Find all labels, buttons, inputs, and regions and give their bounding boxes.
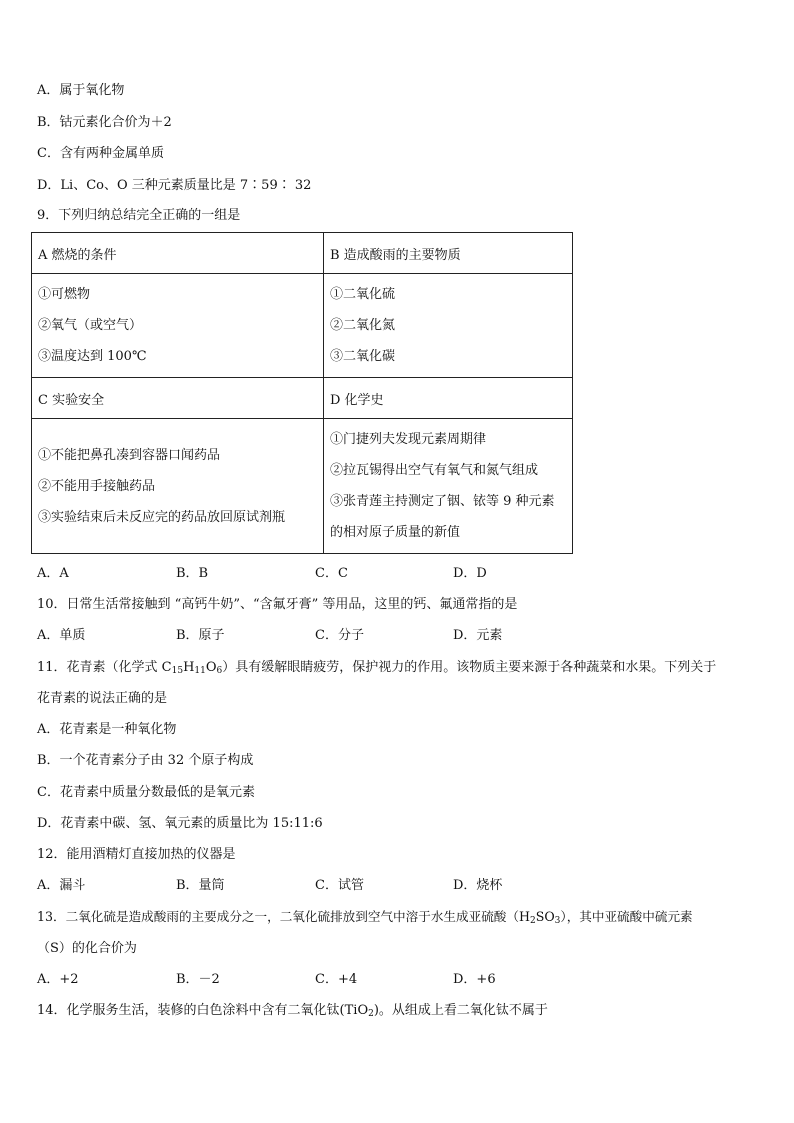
q10-stem: 10．日常生活常接触到 “高钙牛奶”、“含氟牙膏” 等用品，这里的钙、氟通常指的是 <box>37 597 518 612</box>
q13-option-b: B．－2 <box>176 972 220 987</box>
q9-a-item: ②氧气（或空气） <box>38 318 143 333</box>
q13-stem: 13．二氧化硫是造成酸雨的主要成分之一，二氧化硫排放到空气中溶于水生成亚硫酸$(H_2SO_3)$，其中亚硫酸中硫元素 <box>37 909 693 926</box>
q9-b-item: ①二氧化硫 <box>330 287 396 302</box>
q14-stem: 14．化学服务生活，装修的白色涂料中含有二氧化钛(TiO$_2$)。从组成上看二氧化钛不属于 <box>37 1003 548 1019</box>
q10-option-a: A．单质 <box>37 628 86 643</box>
q9-cell-d-items <box>324 419 573 554</box>
q8-option-d: D．Li、Co、O 三种元素质量比是 7∶59∶ 32 <box>37 178 312 193</box>
q9-cell-c-items <box>32 419 324 554</box>
q9-d-item: ②拉瓦锡得出空气有氧气和氮气组成 <box>330 463 539 478</box>
q11-stem: 11．花青素（化学式 $C_{15}H_{11}O_6$）具有缓解眼睛疲劳，保护视力的作用。该物质主要来源于各种蔬菜和水果。下列关于 <box>37 660 717 676</box>
q9-cell-b-items <box>324 274 573 378</box>
q9-d-item: ①门捷列夫发现元素周期律 <box>330 432 487 447</box>
q9-option-b: B．B <box>176 566 209 581</box>
q8-option-c: C．含有两种金属单质 <box>37 146 164 161</box>
q9-c-item: ①不能把鼻孔凑到容器口闻药品 <box>38 447 221 463</box>
q12-stem: 12．能用酒精灯直接加热的仪器是 <box>37 847 236 862</box>
q9-b-item: ②二氧化氮 <box>330 318 396 333</box>
q9-cell-a-header: A 燃烧的条件 <box>32 233 324 274</box>
q9-c-item: ②不能用手接触药品 <box>38 478 156 494</box>
q9-c-item: ③实验结束后未反应完的药品放回原试剂瓶 <box>38 509 286 525</box>
q9-d-item: ③张青莲主持测定了铟、铱等 9 种元素 <box>330 494 555 509</box>
q9-option-c: C．C <box>315 566 348 581</box>
q12-option-b: B．量筒 <box>176 878 225 893</box>
q10-option-b: B．原子 <box>176 628 225 643</box>
q9-cell-d-header: D 化学史 <box>324 378 573 419</box>
q13-option-d: D．+6 <box>453 972 496 987</box>
q9-b-item: ③二氧化碳 <box>330 349 396 364</box>
q13-option-c: C．+4 <box>315 972 358 987</box>
q13-stem-line2: （S）的化合价为 <box>37 941 137 956</box>
q9-a-item: ③温度达到 100℃ <box>38 349 147 364</box>
q9-option-a: A．A <box>37 566 69 581</box>
q9-option-d: D．D <box>453 566 487 581</box>
q8-option-a: A．属于氧化物 <box>37 83 125 98</box>
q9-stem: 9．下列归纳总结完全正确的一组是 <box>37 208 241 223</box>
q9-a-item: ①可燃物 <box>38 287 91 302</box>
q10-option-d: D．元素 <box>453 628 503 643</box>
q12-option-c: C．试管 <box>315 878 364 893</box>
q9-table <box>31 232 573 554</box>
q13-option-a: A．+2 <box>37 972 79 987</box>
q10-option-c: C．分子 <box>315 628 364 643</box>
q11-option-d: D．花青素中碳、氢、氧元素的质量比为 15:11:6 <box>37 816 323 831</box>
q8-option-b: B．钴元素化合价为＋2 <box>37 115 172 130</box>
q9-cell-b-header: B 造成酸雨的主要物质 <box>324 233 573 274</box>
q11-stem-line2: 花青素的说法正确的是 <box>37 691 168 706</box>
q9-cell-a-items <box>32 274 324 378</box>
q11-option-b: B．一个花青素分子由 32 个原子构成 <box>37 753 254 768</box>
q9-d-item: 的相对原子质量的新值 <box>330 525 461 540</box>
q11-option-a: A．花青素是一种氧化物 <box>37 722 177 737</box>
q9-cell-c-header: C 实验安全 <box>32 378 324 419</box>
q12-option-d: D．烧杯 <box>453 878 503 893</box>
q12-option-a: A．漏斗 <box>37 878 86 893</box>
q11-option-c: C．花青素中质量分数最低的是氧元素 <box>37 785 255 800</box>
